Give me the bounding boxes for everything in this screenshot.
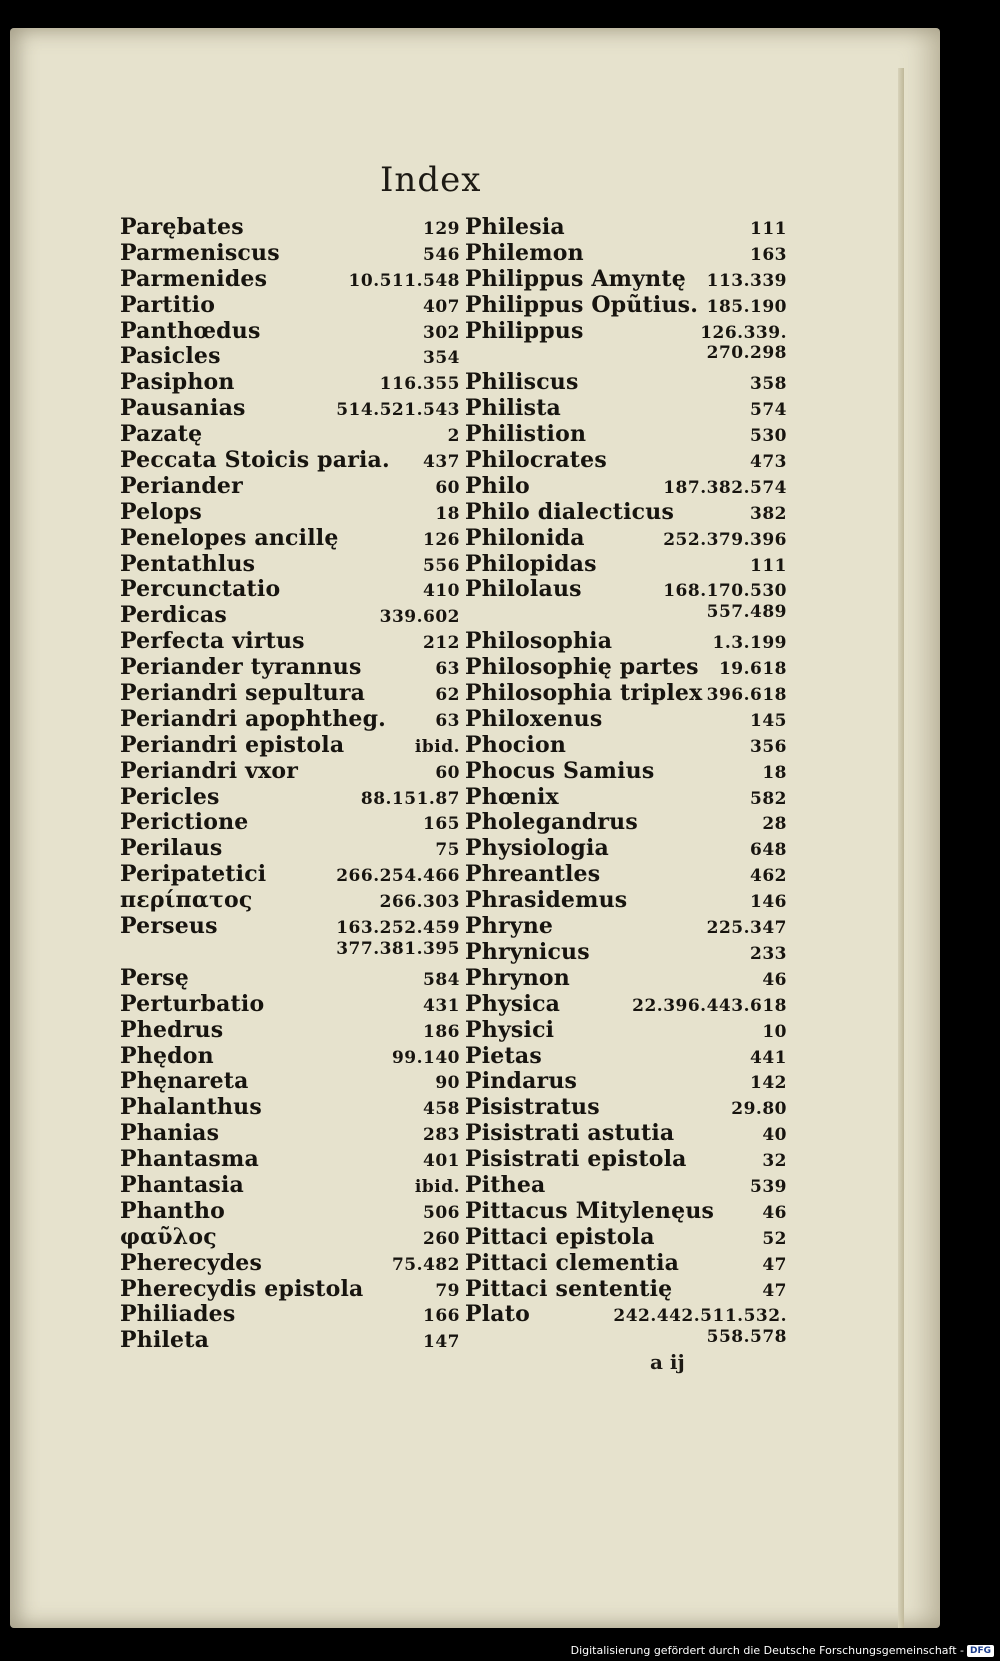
entry-pages: 163 <box>750 244 787 265</box>
entry-pages: 145 <box>750 710 787 731</box>
index-entry <box>120 732 460 758</box>
entry-pages: 63 <box>435 710 460 731</box>
index-entry <box>120 602 460 628</box>
entry-pages: 163.252.459 <box>336 918 460 939</box>
index-entry <box>120 939 460 965</box>
index-entry <box>465 1276 787 1302</box>
entry-pages: 18 <box>435 503 460 524</box>
entry-term: Philosophię partes <box>465 654 699 681</box>
entry-term: Pithea <box>465 1171 546 1198</box>
entry-term: Phryne <box>465 913 554 940</box>
entry-pages: 126 <box>423 529 460 550</box>
entry-term: Pausanias <box>120 395 246 422</box>
index-entry <box>465 395 787 421</box>
entry-term: Philoxenus <box>465 705 603 732</box>
entry-term: Parębates <box>120 214 244 240</box>
entry-pages: 29.80 <box>731 1099 787 1120</box>
index-entry <box>465 1043 787 1069</box>
index-entry <box>120 1301 460 1327</box>
entry-pages: 187.382.574 <box>663 477 787 498</box>
entry-pages: 557.489 <box>706 602 787 623</box>
entry-term: Pindarus <box>465 1068 578 1095</box>
entry-term: Plato <box>465 1301 530 1328</box>
entry-pages: 473 <box>750 452 787 473</box>
entry-term: Phrynicus <box>465 938 590 965</box>
entry-pages: 146 <box>750 892 787 913</box>
index-entry <box>120 835 460 861</box>
entry-term: Parmenides <box>120 265 268 292</box>
entry-pages: 79 <box>435 1280 460 1301</box>
entry-pages: 47 <box>762 1280 787 1301</box>
entry-term: Philiscus <box>465 369 579 396</box>
entry-term: Periandri sepultura <box>120 680 366 707</box>
entry-term: Philocrates <box>465 447 607 474</box>
entry-pages: 339.602 <box>379 607 460 628</box>
entry-term: Perictione <box>120 809 249 836</box>
footer-credit-text: Digitalisierung gefördert durch die Deutsche Forschungsgemeinschaft - <box>570 1644 964 1657</box>
entry-pages: 266.303 <box>379 892 460 913</box>
entry-pages: 18 <box>762 762 787 783</box>
entry-pages: 111 <box>750 219 787 239</box>
entry-term: Pherecydis epistola <box>120 1275 364 1302</box>
index-entry <box>120 654 460 680</box>
entry-pages: 126.339. <box>700 322 787 343</box>
entry-term: Phrasidemus <box>465 887 628 914</box>
entry-pages: 260 <box>423 1228 460 1249</box>
index-entry <box>120 706 460 732</box>
entry-term: Phreantles <box>465 861 601 888</box>
entry-term: Perseus <box>120 913 218 940</box>
entry-term: Persę <box>120 964 189 991</box>
entry-term: Pasiphon <box>120 369 235 396</box>
index-entry <box>465 809 787 835</box>
index-entry <box>120 292 460 318</box>
entry-pages: 407 <box>423 296 460 317</box>
index-entry <box>465 913 787 939</box>
entry-pages: 358 <box>750 374 787 395</box>
index-entry <box>465 1301 787 1327</box>
index-entry <box>465 240 787 266</box>
index-entry <box>120 1068 460 1094</box>
entry-pages: 396.618 <box>706 685 787 706</box>
entry-term: Phileta <box>120 1327 210 1354</box>
entry-pages: 431 <box>423 995 460 1016</box>
index-entry <box>465 292 787 318</box>
entry-pages: 19.618 <box>718 659 787 680</box>
index-entry <box>465 1068 787 1094</box>
entry-pages: 63 <box>435 659 460 680</box>
entry-pages: 574 <box>750 400 787 421</box>
index-entry <box>465 1120 787 1146</box>
entry-term: Phantasia <box>120 1171 245 1198</box>
entry-pages: ibid. <box>414 736 460 757</box>
entry-pages: 648 <box>750 840 787 861</box>
entry-term: Philonida <box>465 524 585 551</box>
index-entry <box>465 1198 787 1224</box>
entry-term: Pittaci epistola <box>465 1223 655 1250</box>
index-entry <box>120 473 460 499</box>
entry-pages: 539 <box>750 1176 787 1197</box>
index-entry <box>465 706 787 732</box>
entry-pages: 382 <box>750 503 787 524</box>
index-entry <box>465 732 787 758</box>
entry-pages: 62 <box>435 685 460 706</box>
entry-pages: 32 <box>762 1151 787 1172</box>
entry-pages: 441 <box>750 1047 787 1068</box>
index-entry <box>465 473 787 499</box>
entry-term: Pittacus Mitylenęus <box>465 1197 715 1224</box>
index-entry <box>465 214 787 240</box>
index-entry <box>120 965 460 991</box>
entry-pages: 212 <box>423 633 460 654</box>
entry-pages: 75 <box>435 840 460 861</box>
index-entry <box>465 318 787 344</box>
entry-pages: 283 <box>423 1125 460 1146</box>
entry-pages: 546 <box>423 244 460 265</box>
entry-term: Philista <box>465 395 562 422</box>
entry-term: Periandri apophtheg. <box>120 705 387 732</box>
entry-pages: 1.3.199 <box>712 633 787 654</box>
index-entry <box>120 913 460 939</box>
index-entry <box>120 421 460 447</box>
entry-pages: 47 <box>762 1254 787 1275</box>
index-entry <box>465 1094 787 1120</box>
index-entry <box>465 421 787 447</box>
entry-term: Pasicles <box>120 343 221 370</box>
entry-term: Philopidas <box>465 550 597 577</box>
entry-pages: 185.190 <box>706 296 787 317</box>
index-entry <box>465 447 787 473</box>
entry-term: Pisistrati astutia <box>465 1120 675 1147</box>
entry-pages: 458 <box>423 1099 460 1120</box>
entry-pages: 530 <box>750 426 787 447</box>
index-entry <box>465 1224 787 1250</box>
index-entry <box>465 758 787 784</box>
entry-term: Philesia <box>465 214 565 240</box>
index-entry <box>120 266 460 292</box>
index-entry <box>120 1120 460 1146</box>
entry-pages: ibid. <box>414 1176 460 1197</box>
page-edge <box>898 68 904 1628</box>
entry-pages: 165 <box>423 814 460 835</box>
entry-term: Penelopes ancillę <box>120 524 339 551</box>
entry-pages: 252.379.396 <box>663 529 787 550</box>
entry-term: Phrynon <box>465 964 570 991</box>
entry-term: Philolaus <box>465 576 582 603</box>
index-entry <box>120 395 460 421</box>
entry-pages: 410 <box>423 581 460 602</box>
entry-term: φαῦλος <box>120 1223 217 1250</box>
index-entry <box>465 602 787 628</box>
entry-pages: 377.381.395 <box>336 938 460 959</box>
index-entry <box>120 240 460 266</box>
index-entry <box>120 784 460 810</box>
entry-term: περίπατος <box>120 887 253 914</box>
entry-term: Phedrus <box>120 1016 224 1043</box>
index-entry <box>120 628 460 654</box>
entry-term: Philo dialecticus <box>465 498 675 525</box>
entry-pages: 142 <box>750 1073 787 1094</box>
entry-term: Philippus <box>465 317 584 344</box>
entry-term: Phędon <box>120 1042 214 1069</box>
entry-term: Philosophia <box>465 628 613 655</box>
entry-term: Phęnareta <box>120 1068 249 1095</box>
index-entry <box>465 266 787 292</box>
footer-credit <box>571 1644 994 1657</box>
entry-pages: 437 <box>423 452 460 473</box>
entry-term: Phœnix <box>465 783 559 810</box>
index-entry <box>465 1146 787 1172</box>
index-entry <box>120 343 460 369</box>
entry-term: Perdicas <box>120 602 227 629</box>
index-entry <box>120 991 460 1017</box>
index-entry <box>120 1198 460 1224</box>
entry-pages: 10.511.548 <box>348 270 460 291</box>
index-entry <box>120 1172 460 1198</box>
entry-pages: 129 <box>423 219 460 239</box>
entry-term: Peccata Stoicis paria. <box>120 447 390 474</box>
entry-pages: 166 <box>423 1306 460 1327</box>
index-entry <box>465 1250 787 1276</box>
entry-pages: 75.482 <box>391 1254 460 1275</box>
index-entry <box>465 680 787 706</box>
entry-pages: 168.170.530 <box>663 581 787 602</box>
index-entry <box>465 1327 787 1353</box>
entry-term: Philo <box>465 472 530 499</box>
index-entry <box>120 551 460 577</box>
entry-term: Philistion <box>465 421 587 448</box>
entry-term: Philippus Opũtius. <box>465 291 699 318</box>
entry-pages: 2 <box>447 426 460 447</box>
index-entry <box>465 525 787 551</box>
entry-pages: 52 <box>762 1228 787 1249</box>
entry-term: Pholegandrus <box>465 809 638 836</box>
entry-term: Periander <box>120 472 243 499</box>
index-entry <box>120 861 460 887</box>
entry-term: Phanias <box>120 1120 220 1147</box>
entry-pages: 22.396.443.618 <box>632 995 787 1016</box>
entry-term: Pisistrati epistola <box>465 1146 687 1173</box>
entry-pages: 462 <box>750 866 787 887</box>
index-entry <box>120 1043 460 1069</box>
entry-pages: 113.339 <box>706 270 787 291</box>
index-entry <box>120 1276 460 1302</box>
entry-term: Physica <box>465 990 561 1017</box>
entry-term: Pittaci sententię <box>465 1275 673 1302</box>
index-entry <box>465 939 787 965</box>
index-entry <box>465 369 787 395</box>
entry-pages: 514.521.543 <box>336 400 460 421</box>
entry-pages: 40 <box>762 1125 787 1146</box>
index-entry <box>465 784 787 810</box>
entry-pages: 88.151.87 <box>360 788 460 809</box>
index-entry <box>120 1017 460 1043</box>
index-entry <box>465 343 787 369</box>
entry-term: Philippus Amyntę <box>465 265 686 292</box>
entry-pages: 225.347 <box>706 918 787 939</box>
index-entry <box>465 991 787 1017</box>
index-entry <box>120 680 460 706</box>
index-entry <box>465 887 787 913</box>
index-entry <box>120 1250 460 1276</box>
entry-term: Partitio <box>120 291 216 318</box>
entry-term: Pentathlus <box>120 550 256 577</box>
entry-pages: 558.578 <box>706 1327 787 1348</box>
entry-term: Phocus Samius <box>465 757 655 784</box>
entry-pages: 354 <box>423 348 460 369</box>
entry-term: Phalanthus <box>120 1094 262 1121</box>
entry-pages: 147 <box>423 1332 460 1353</box>
entry-pages: 233 <box>750 943 787 964</box>
entry-pages: 270.298 <box>706 343 787 364</box>
book-page <box>10 28 940 1628</box>
entry-term: Peripatetici <box>120 861 267 888</box>
entry-pages: 584 <box>423 969 460 990</box>
entry-term: Parmeniscus <box>120 239 280 266</box>
index-entry <box>120 499 460 525</box>
entry-pages: 111 <box>750 555 787 576</box>
entry-pages: 46 <box>762 1202 787 1223</box>
index-entry <box>120 809 460 835</box>
entry-pages: 60 <box>435 477 460 498</box>
entry-pages: 46 <box>762 969 787 990</box>
entry-term: Panthœdus <box>120 317 261 344</box>
entry-term: Philiades <box>120 1301 236 1328</box>
index-entry <box>465 576 787 602</box>
entry-term: Percunctatio <box>120 576 281 603</box>
entry-term: Pittaci clementia <box>465 1249 680 1276</box>
index-entry <box>465 628 787 654</box>
index-entry <box>465 861 787 887</box>
entry-pages: 401 <box>423 1151 460 1172</box>
index-entry <box>120 525 460 551</box>
entry-pages: 99.140 <box>391 1047 460 1068</box>
dfg-logo: DFG <box>967 1645 994 1657</box>
index-entry <box>120 447 460 473</box>
entry-pages: 582 <box>750 788 787 809</box>
entry-term: Phocion <box>465 731 567 758</box>
entry-term: Periandri epistola <box>120 731 345 758</box>
entry-term: Perfecta virtus <box>120 628 305 655</box>
index-entry <box>120 369 460 395</box>
entry-term: Physici <box>465 1016 555 1043</box>
entry-term: Phantasma <box>120 1146 259 1173</box>
entry-term: Philosophia triplex <box>465 680 703 707</box>
entry-pages: 242.442.511.532. <box>613 1306 787 1327</box>
entry-pages: 60 <box>435 762 460 783</box>
index-entry <box>120 1224 460 1250</box>
index-entry <box>465 1017 787 1043</box>
index-entry <box>465 965 787 991</box>
entry-term: Periander tyrannus <box>120 654 362 681</box>
index-entry <box>120 576 460 602</box>
index-entry <box>465 654 787 680</box>
entry-term: Pisistratus <box>465 1094 600 1121</box>
entry-pages: 556 <box>423 555 460 576</box>
entry-term: Periandri vxor <box>120 757 299 784</box>
index-column-right <box>465 214 787 1353</box>
entry-term: Pelops <box>120 498 202 525</box>
index-entry <box>120 887 460 913</box>
entry-term: Pazatę <box>120 421 203 448</box>
entry-term: Pericles <box>120 783 220 810</box>
page-title: Index <box>380 160 482 200</box>
index-entry <box>465 551 787 577</box>
entry-pages: 506 <box>423 1202 460 1223</box>
entry-term: Philemon <box>465 239 584 266</box>
entry-term: Perturbatio <box>120 990 265 1017</box>
entry-pages: 266.254.466 <box>336 866 460 887</box>
entry-pages: 116.355 <box>379 374 460 395</box>
entry-pages: 10 <box>762 1021 787 1042</box>
index-column-left <box>120 214 460 1353</box>
entry-pages: 28 <box>762 814 787 835</box>
entry-pages: 186 <box>423 1021 460 1042</box>
index-entry <box>465 835 787 861</box>
signature-mark: a ij <box>650 1350 685 1374</box>
entry-term: Pietas <box>465 1042 542 1069</box>
index-entry <box>120 758 460 784</box>
index-entry <box>120 1094 460 1120</box>
entry-pages: 302 <box>423 322 460 343</box>
entry-pages: 356 <box>750 736 787 757</box>
index-entry <box>120 1327 460 1353</box>
entry-pages: 90 <box>435 1073 460 1094</box>
entry-term: Physiologia <box>465 835 609 862</box>
entry-term: Perilaus <box>120 835 223 862</box>
entry-term: Pherecydes <box>120 1249 263 1276</box>
index-entry <box>120 318 460 344</box>
index-entry <box>465 1172 787 1198</box>
index-entry <box>120 1146 460 1172</box>
index-entry <box>120 214 460 240</box>
entry-term: Phantho <box>120 1197 226 1224</box>
index-entry <box>465 499 787 525</box>
